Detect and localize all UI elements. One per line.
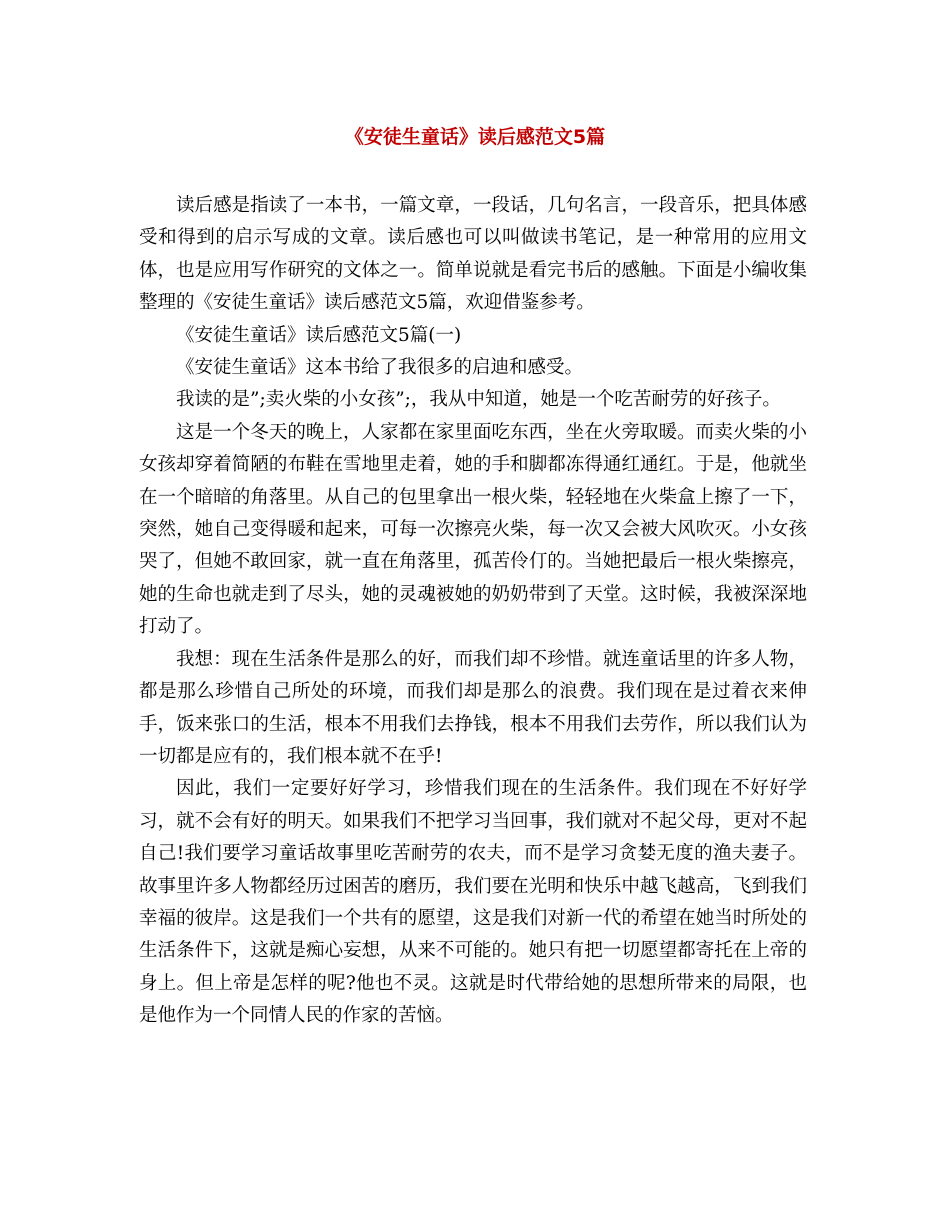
paragraph-story-summary: 这是一个冬天的晚上，人家都在家里面吃东西，坐在火旁取暖。而卖火柴的小女孩却穿着简陋的布鞋在雪地里走着，她的手和脚都冻得通红通红。于是，他就坐在一个暗暗的角落里。从自己的包里拿出一根火柴，轻轻地在火柴盒上擦了一下，突然，她自己变得暖和起来，可每一次擦亮火柴，每一次又会被大风吹灭。小女孩哭了，但她不敢回家，就一直在角落里，孤苦伶仃的。当她把最后一根火柴擦亮，她的生命也就走到了尽头，她的灵魂被她的奶奶带到了天堂。这时候，我被深深地打动了。 bbox=[139, 421, 807, 638]
paragraph-reflection: 我想：现在生活条件是那么的好，而我们却不珍惜。就连童话里的许多人物，都是那么珍惜自己所处的环境，而我们却是那么的浪费。我们现在是过着衣来伸手，饭来张口的生活，根本不用我们去挣钱，根本不用我们去劳作，所以我们认为一切都是应有的，我们根本就不在乎! bbox=[139, 648, 807, 767]
document-body bbox=[139, 190, 807, 1033]
paragraph-intro: 读后感是指读了一本书，一篇文章，一段话，几句名言，一段音乐，把具体感受和得到的启示写成的文章。读后感也可以叫做读书笔记，是一种常用的应用文体，也是应用写作研究的文体之一。简单说就是看完书后的感触。下面是小编收集整理的《安徒生童话》读后感范文5篇，欢迎借鉴参考。 bbox=[139, 195, 807, 314]
paragraph-story-reading: 我读的是”;卖火柴的小女孩”;，我从中知道，她是一个吃苦耐劳的好孩子。 bbox=[176, 389, 781, 411]
paragraph-book-impression: 《安徒生童话》这本书给了我很多的启迪和感受。 bbox=[176, 357, 584, 379]
document-title: 《安徒生童话》读后感范文5篇 bbox=[344, 126, 606, 148]
paragraph-conclusion: 因此，我们一定要好好学习，珍惜我们现在的生活条件。我们现在不好好学习，就不会有好的明天。如果我们不把学习当回事，我们就对不起父母，更对不起自己!我们要学习童话故事里吃苦耐劳的农夫，而不是学习贪婪无度的渔夫妻子。故事里许多人物都经历过困苦的磨历，我们要在光明和快乐中越飞越高，飞到我们幸福的彼岸。这是我们一个共有的愿望，这是我们对新一代的希望在她当时所处的生活条件下，这就是痴心妄想，从来不可能的。她只有把一切愿望都寄托在上帝的身上。但上帝是怎样的呢?他也不灵。这就是时代带给她的思想所带来的局限，也是他作为一个同情人民的作家的苦恼。 bbox=[139, 778, 807, 1027]
paragraph-subheading: 《安徒生童话》读后感范文5篇(一) bbox=[176, 324, 462, 346]
